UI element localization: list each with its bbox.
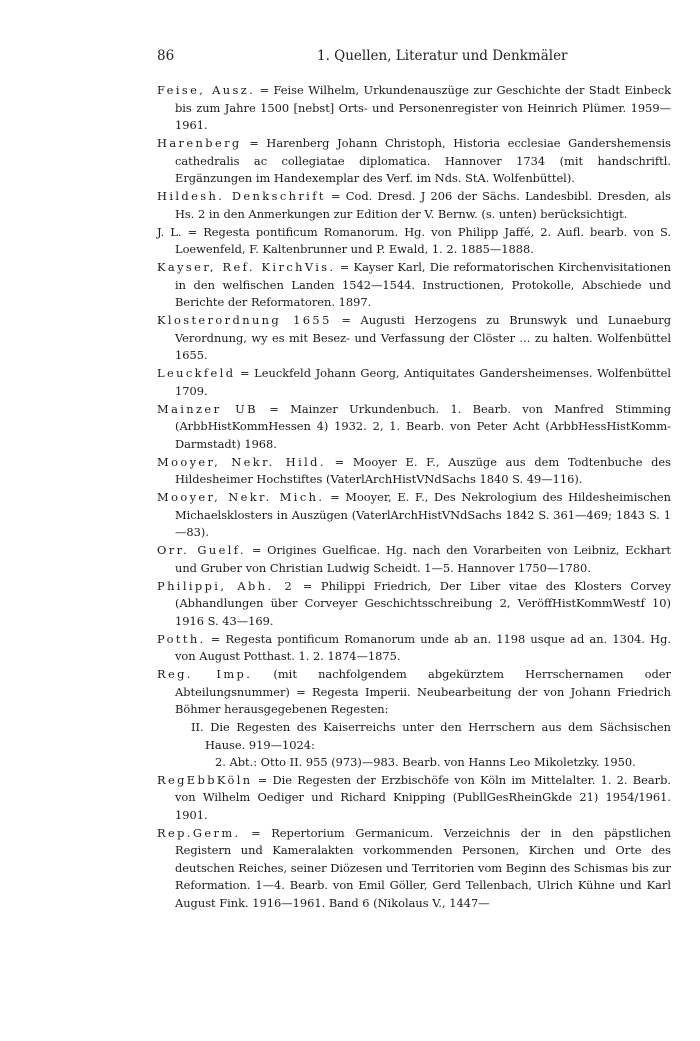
entry-key: J. L. <box>157 224 182 239</box>
bibliography-entry <box>157 542 671 577</box>
entry-key: Philippi, Abh. 2 <box>157 578 295 593</box>
entry-key: Kayser, Ref. KirchVis. <box>157 260 336 274</box>
entry-text: = Kayser Karl, Die reformatorischen Kirchenvisitationen in den welfischen Landen 1542—1544. Instructionen, Protokolle, Abschiede und Berichte der Reformatoren. 1897. <box>175 260 671 309</box>
entry-text: = Feise Wilhelm, Urkundenauszüge zur Geschichte der Stadt Einbeck bis zum Jahre 1500 [nebst] Orts- und Personenregister von Heinrich Plümer. 1959—1961. <box>175 83 671 132</box>
entry-text: = Regesta pontificum Romanorum unde ab an. 1198 usque ad an. 1304. Hg. von August Potthast. 1. 2. 1874—1875. <box>175 631 671 663</box>
entry-key: Mooyer, Nekr. Hild. <box>157 454 326 469</box>
entry-key: Hildesh. Denkschrift <box>157 189 326 203</box>
bibliography-entry <box>157 365 671 400</box>
entry-key: Harenberg <box>157 136 242 150</box>
bibliography-entry <box>157 82 671 135</box>
entry-key: Klosterordnung 1655 <box>157 313 332 327</box>
bibliography-entry <box>157 312 671 365</box>
entry-text: = Augusti Herzogens zu Brunswyk und Lunaeburg Verordnung, wy es mit Besez- und Verfassung der Clöster ... zu halten. Wolfenbüttel 1655. <box>175 313 671 362</box>
entry-key: Orr. Guelf. <box>157 543 247 557</box>
entry-key: Feise, Ausz. <box>157 83 256 97</box>
bibliography-entry <box>157 259 671 312</box>
entry-key: Mooyer, Nekr. Mich. <box>157 490 325 504</box>
entry-text: = Mooyer, E. F., Des Nekrologium des Hildesheimischen Michaelsklosters in Auszügen (VaterlArchHistVNdSachs 1842 S. 361—469; 1843 S. 1—83). <box>175 490 671 539</box>
entry-text: = Harenberg Johann Christoph, Historia ecclesiae Gandershemensis cathedralis ac collegiatae diplomatica. Hannover 1734 (mit handschriftl. Ergänzungen im Handexemplar des Verf. im Nds. StA. Wolfenbüttel). <box>175 136 671 185</box>
reg-imp-subsubentry: 2. Abt.: Otto II. 955 (973)—983. Bearb. von Hanns Leo Mikoletzky. 1950. <box>215 755 636 769</box>
bibliography-entry <box>157 666 671 719</box>
bibliography-entry <box>157 135 671 188</box>
bibliography-list <box>157 82 671 913</box>
running-title: 1. Quellen, Literatur und Denkmäler <box>317 48 568 64</box>
entry-text: = Repertorium Germanicum. Verzeichnis der in den päpstlichen Registern und Kameralakten vorkommenden Personen, Kirchen und Orte des deutschen Reiches, seiner Diözesen und Territorien vom Beginn des Schismas bis zur Reformation. 1—4. Bearb. von Emil Göller, Gerd Tellenbach, Ulrich Kühne und Karl August Fink. 1916—1961. Band 6 (Nikolaus V., 1447— <box>175 825 671 910</box>
reg-imp-subentry: II. Die Regesten des Kaiserreichs unter den Herrschern aus dem Sächsischen Hause. 919—1024: <box>191 720 671 752</box>
entry-key: Potth. <box>157 631 206 646</box>
bibliography-entry <box>157 772 671 825</box>
bibliography-entry <box>157 825 671 913</box>
entry-key: Reg. Imp. <box>157 667 253 681</box>
bibliography-entry <box>157 188 671 223</box>
entry-text: = Cod. Dresd. J 206 der Sächs. Landesbibl. Dresden, als Hs. 2 in den Anmerkungen zur Edition der V. Bernw. (s. unten) berücksichtigt. <box>175 189 671 221</box>
bibliography-entry <box>157 454 671 489</box>
entry-key: RegEbbKöln <box>157 772 253 787</box>
bibliography-entry <box>157 224 671 259</box>
entry-text: = Regesta pontificum Romanorum. Hg. von Philipp Jaffé, 2. Aufl. bearb. von S. Loewenfeld, F. Kaltenbrunner und P. Ewald, 1. 2. 1885—1888. <box>175 224 672 256</box>
entry-text: = Leuckfeld Johann Georg, Antiquitates Gandersheimenses. Wolfenbüttel 1709. <box>175 366 671 398</box>
entry-text: = Mooyer E. F., Auszüge aus dem Todtenbuche des Hildesheimer Hochstiftes (VaterlArchHistVNdSachs 1840 S. 49—116). <box>175 454 672 486</box>
entry-text: = Mainzer Urkundenbuch. 1. Bearb. von Manfred Stimming (ArbbHistKommHessen 4) 1932. 2, 1. Bearb. von Peter Acht (ArbbHessHistKomm-Darmstadt) 1968. <box>175 401 672 451</box>
bibliography-entry <box>157 631 671 666</box>
entry-text: = Origines Guelficae. Hg. nach den Vorarbeiten von Leibniz, Eckhart und Gruber von Christian Ludwig Scheidt. 1—5. Hannover 1750—1780. <box>175 543 671 575</box>
entry-text: = Philippi Friedrich, Der Liber vitae des Klosters Corvey (Abhandlungen über Corveyer Geschichtsschreibung 2, VeröffHistKommWestf 10) 1916 S. 43—169. <box>175 578 671 628</box>
entry-key: Rep.Germ. <box>157 825 241 840</box>
entry-text: (mit nachfolgendem abgekürztem Herrschernamen oder Abteilungsnummer) = Regesta Imperii. Neubearbeitung der von Johann Friedrich Böhmer herausgegebenen Regesten: <box>175 667 671 716</box>
bibliography-entry <box>157 578 671 631</box>
bibliography-entry <box>157 401 671 454</box>
entry-key: Leuckfeld <box>157 366 236 380</box>
page-number: 86 <box>157 48 175 64</box>
entry-key: Mainzer UB <box>157 401 258 416</box>
page-header <box>157 48 671 68</box>
entry-text: = Die Regesten der Erzbischöfe von Köln im Mittelalter. 1. 2. Bearb. von Wilhelm Oediger und Richard Knipping (PubllGesRheinGkde 21) 1954/1961. 1901. <box>175 772 671 822</box>
bibliography-entry <box>157 489 671 542</box>
